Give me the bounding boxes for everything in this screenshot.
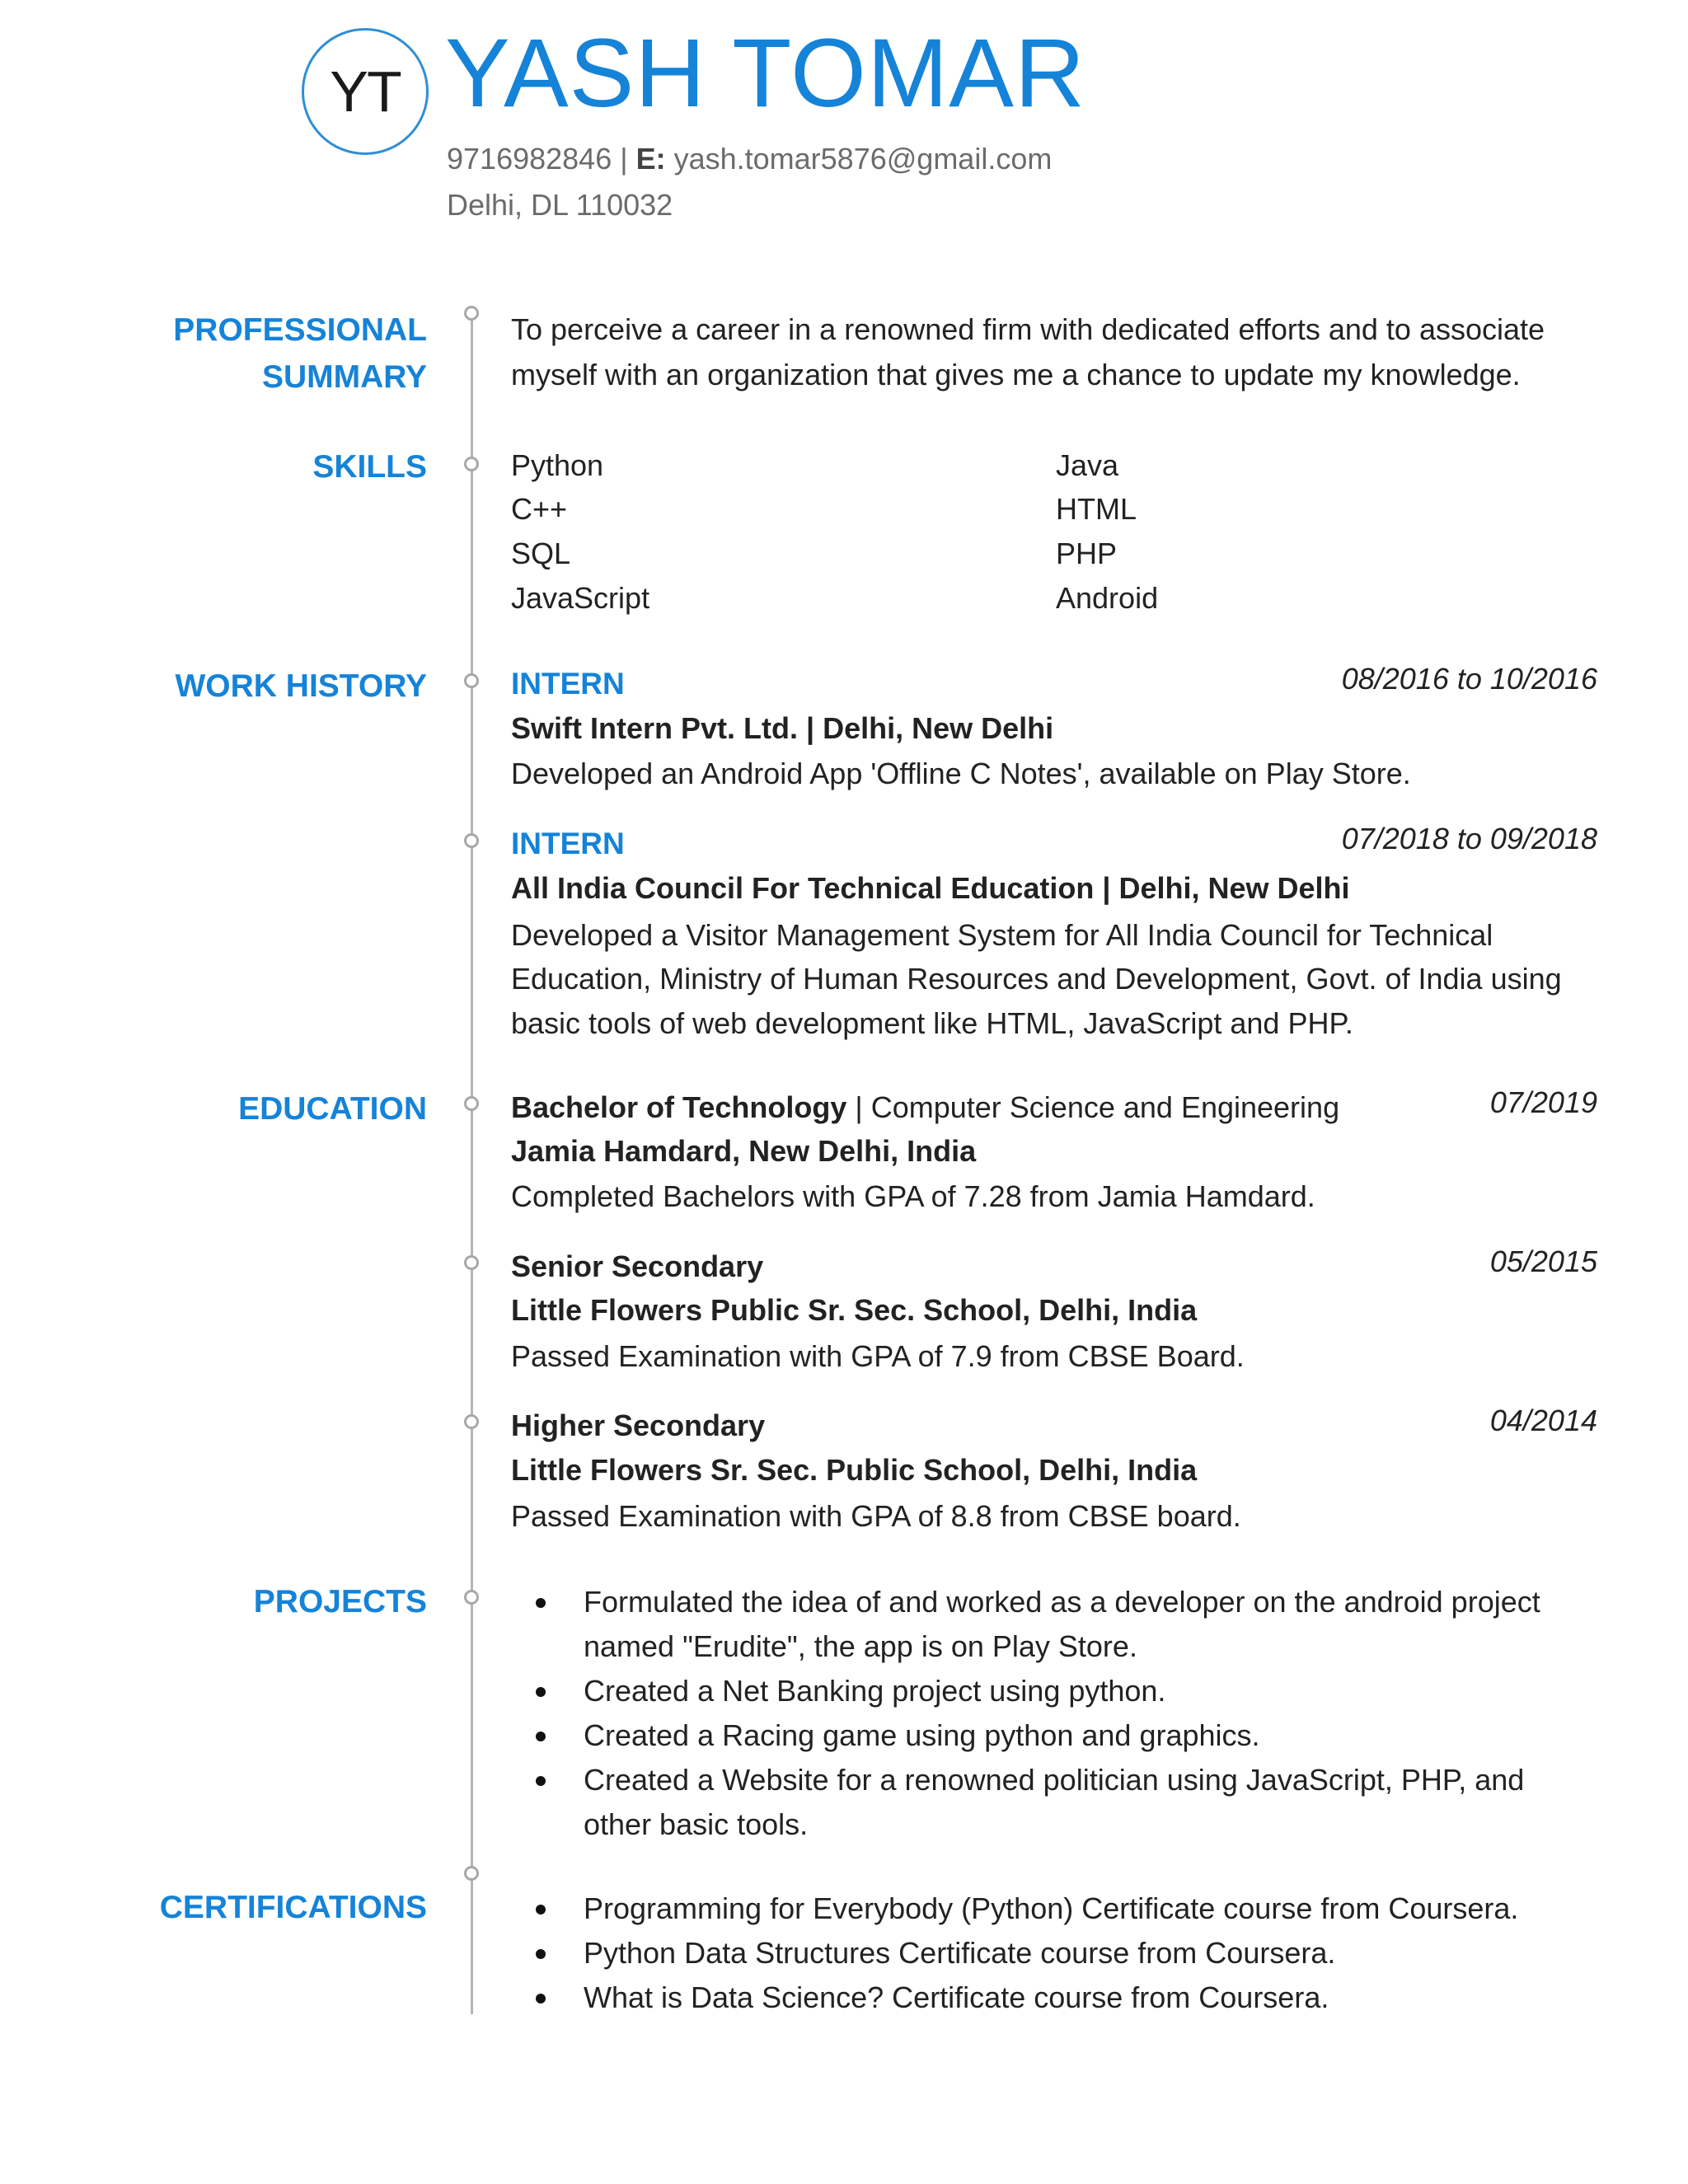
monogram-badge: YT <box>302 28 429 155</box>
education-degree: Bachelor of Technology <box>511 1090 847 1124</box>
timeline-node-education-2 <box>464 1255 479 1270</box>
list-item <box>511 1975 1518 2020</box>
timeline-node-certifications <box>464 1866 479 1881</box>
job-description: Education, Ministry of Human Resources and Development, Govt. of India using <box>511 962 1562 996</box>
section-title-education: EDUCATION <box>238 1091 427 1127</box>
email-address: yash.tomar5876@gmail.com <box>673 142 1053 176</box>
education-date: 05/2015 <box>1489 1244 1597 1278</box>
job-description: Developed a Visitor Management System for All India Council for Technical <box>511 918 1493 952</box>
education-field: | Computer Science and Engineering <box>846 1090 1340 1124</box>
projects-list <box>511 1580 1540 1847</box>
skill-item: Java <box>1056 448 1119 482</box>
certifications-list <box>511 1886 1518 2020</box>
job-role: INTERN <box>511 667 625 701</box>
education-degree: Higher Secondary <box>511 1408 766 1442</box>
skill-item: C++ <box>511 492 568 526</box>
skill-item: HTML <box>1056 492 1137 526</box>
section-title-summary <box>173 307 427 401</box>
timeline-node-work-1 <box>464 673 479 688</box>
bullet-icon <box>536 1598 546 1608</box>
education-degree: Senior Secondary <box>511 1249 764 1283</box>
list-item <box>511 1713 1540 1758</box>
section-title-skills: SKILLS <box>312 449 427 485</box>
timeline-line <box>471 315 473 2014</box>
education-date: 04/2014 <box>1489 1404 1597 1437</box>
timeline-node-education-1 <box>464 1096 479 1111</box>
job-description: Developed an Android App 'Offline C Notes', available on Play Store. <box>511 757 1411 790</box>
timeline-node-summary <box>464 306 479 321</box>
job-dates: 07/2018 to 09/2018 <box>1341 822 1597 855</box>
list-item <box>511 1886 1518 1931</box>
section-title-work: WORK HISTORY <box>175 668 427 704</box>
timeline-node-skills <box>464 457 479 471</box>
education-date: 07/2019 <box>1489 1085 1597 1119</box>
list-item-text: other basic tools. <box>584 1807 809 1841</box>
list-item-text: Created a Net Banking project using python. <box>584 1674 1166 1708</box>
list-item-text: Formulated the idea of and worked as a developer on the android project <box>584 1585 1540 1619</box>
section-title-certifications: CERTIFICATIONS <box>159 1890 427 1925</box>
timeline-node-education-3 <box>464 1414 479 1429</box>
education-detail: Passed Examination with GPA of 8.8 from CBSE board. <box>511 1499 1241 1533</box>
list-item-text: Created a Website for a renowned politician using JavaScript, PHP, and <box>584 1763 1525 1797</box>
timeline-node-work-2 <box>464 833 479 848</box>
email-label: E: <box>635 142 666 176</box>
job-description: basic tools of web development like HTML, JavaScript and PHP. <box>511 1006 1353 1040</box>
education-school: Little Flowers Sr. Sec. Public School, Delhi, India <box>511 1453 1198 1487</box>
job-role: INTERN <box>511 827 625 860</box>
education-detail: Completed Bachelors with GPA of 7.28 from Jamia Hamdard. <box>511 1179 1315 1213</box>
address: Delhi, DL 110032 <box>447 188 673 222</box>
phone-number: 9716982846 <box>447 142 612 176</box>
education-degree-line <box>511 1085 1339 1130</box>
skill-item: SQL <box>511 537 571 570</box>
list-item-text: named "Erudite", the app is on Play Store. <box>584 1629 1137 1663</box>
job-company: All India Council For Technical Education | Delhi, New Delhi <box>511 871 1350 905</box>
list-item <box>511 1758 1540 1847</box>
skill-item: Python <box>511 448 604 482</box>
education-detail: Passed Examination with GPA of 7.9 from CBSE Board. <box>511 1339 1245 1373</box>
summary-line: myself with an organization that gives me a chance to update my knowledge. <box>511 358 1521 391</box>
job-company: Swift Intern Pvt. Ltd. | Delhi, New Delhi <box>511 711 1054 745</box>
skill-item: Android <box>1056 581 1159 615</box>
list-item-text: Programming for Everybody (Python) Certificate course from Coursera. <box>584 1891 1519 1925</box>
candidate-name: YASH TOMAR <box>445 19 1086 128</box>
bullet-icon <box>536 1905 546 1915</box>
section-title-projects: PROJECTS <box>253 1584 427 1619</box>
list-item-text: Python Data Structures Certificate course from Coursera. <box>584 1936 1336 1970</box>
bullet-icon <box>536 1687 546 1697</box>
bullet-icon <box>536 1949 546 1959</box>
list-item-text: What is Data Science? Certificate course from Coursera. <box>584 1980 1329 2014</box>
list-item <box>511 1669 1540 1713</box>
job-dates: 08/2016 to 10/2016 <box>1341 662 1597 696</box>
section-title-line: SUMMARY <box>261 359 427 395</box>
list-item-text: Created a Racing game using python and graphics. <box>584 1718 1260 1752</box>
bullet-icon <box>536 1994 546 2004</box>
skill-item: PHP <box>1056 537 1118 570</box>
timeline-node-projects <box>464 1590 479 1605</box>
skill-item: JavaScript <box>511 581 650 615</box>
list-item <box>511 1580 1540 1669</box>
education-school: Little Flowers Public Sr. Sec. School, Delhi, India <box>511 1293 1198 1327</box>
education-school: Jamia Hamdard, New Delhi, India <box>511 1134 977 1168</box>
section-title-line: PROFESSIONAL <box>173 312 427 348</box>
contact-line: 9716982846 | E: yash.tomar5876@gmail.com <box>447 142 1053 176</box>
bullet-icon <box>536 1776 546 1786</box>
bullet-icon <box>536 1732 546 1741</box>
list-item <box>511 1931 1518 1975</box>
summary-line: To perceive a career in a renowned firm with dedicated efforts and to associate <box>511 312 1545 346</box>
